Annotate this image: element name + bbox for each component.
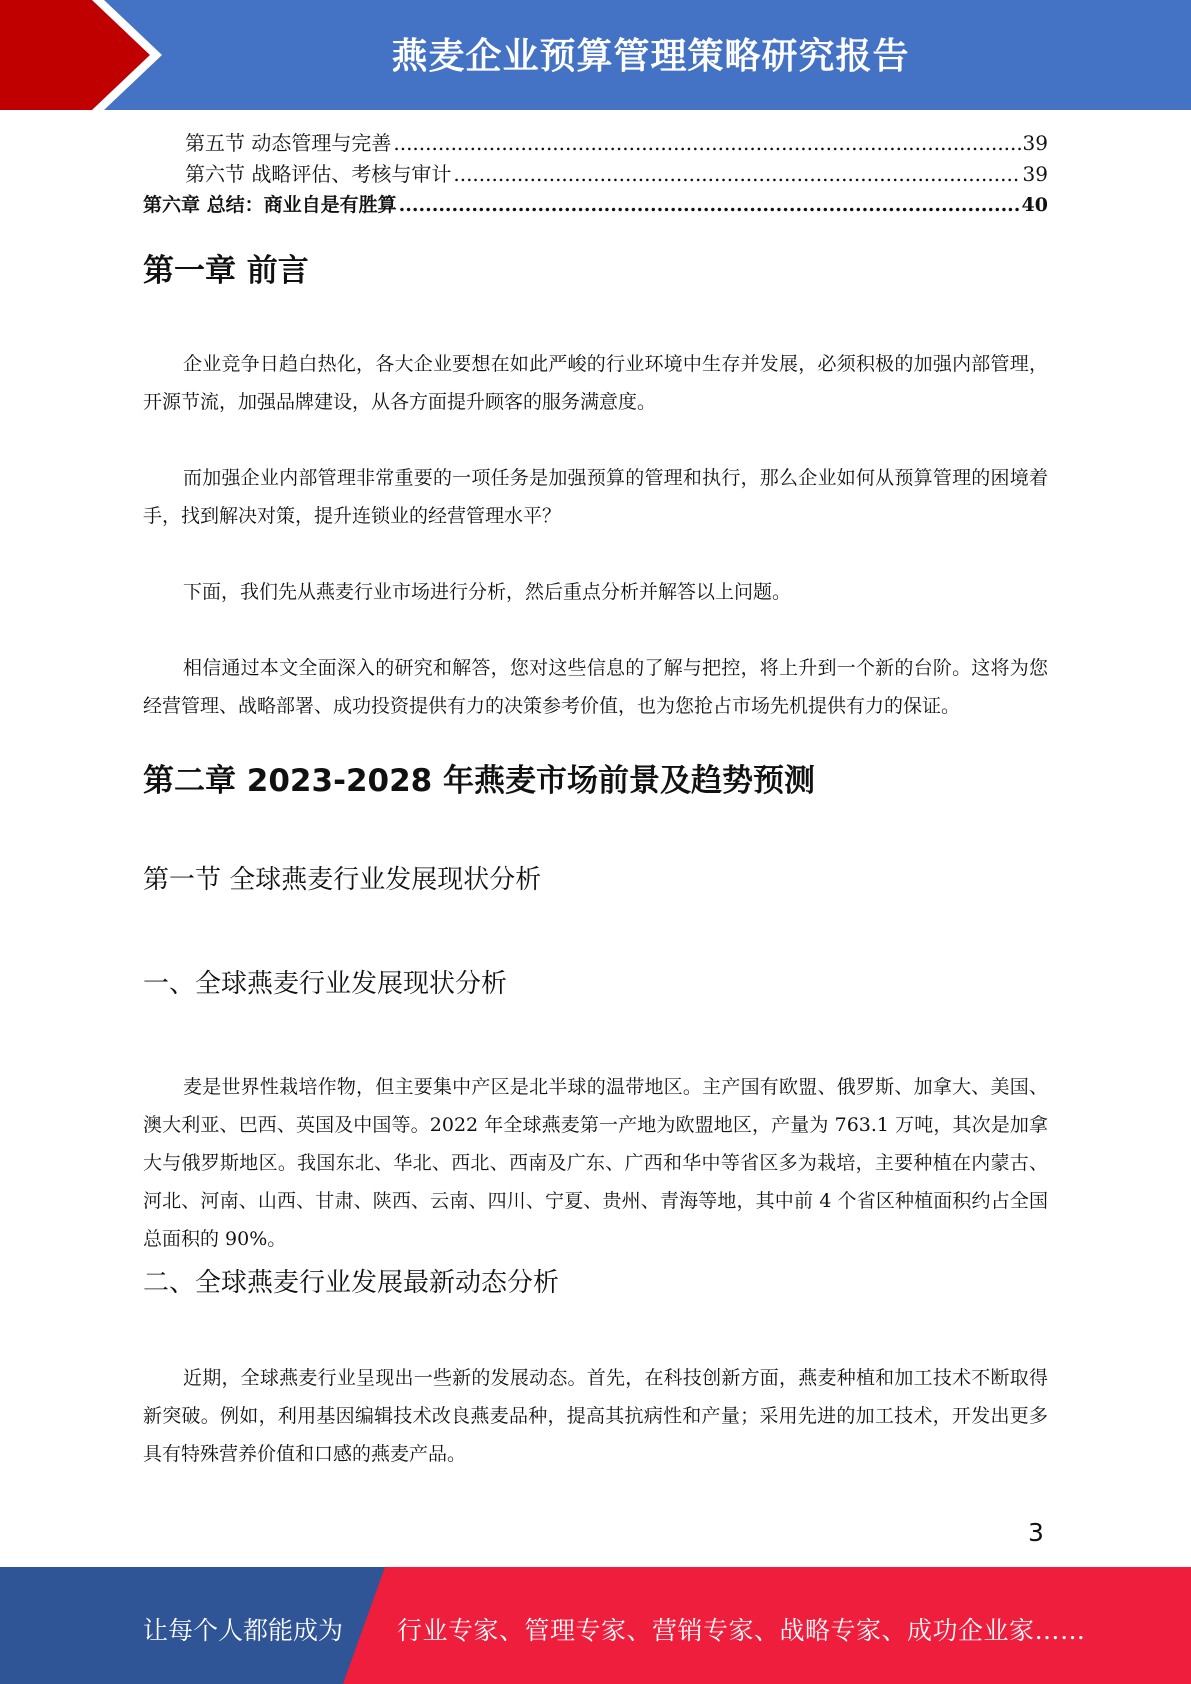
footer-slogan-left: 让每个人都能成为: [143, 1616, 344, 1645]
section-1-heading: 第一节 全球燕麦行业发展现状分析: [143, 865, 542, 896]
page-number: 3: [1028, 1518, 1044, 1547]
chapter-2-heading: 第二章 2023-2028 年燕麦市场前景及趋势预测: [143, 763, 816, 800]
paragraph: 下面，我们先从燕麦行业市场进行分析，然后重点分析并解答以上问题。: [183, 581, 792, 604]
page-content: [143, 128, 1048, 1473]
table-of-contents: [143, 128, 1048, 221]
paragraph: 企业竞争日趋白热化，各大企业要想在如此严峻的行业环境中生存并发展，必须积极的加强内部管理，开源节流，加强品牌建设，从各方面提升顾客的服务满意度。: [143, 353, 1048, 414]
paragraph: 近期，全球燕麦行业呈现出一些新的发展动态。首先，在科技创新方面，燕麦种植和加工技术不断取得新突破。例如，利用基因编辑技术改良燕麦品种，提高其抗病性和产量；采用先进的加工技术，开发出更多具有特殊营养价值和口感的燕麦产品。: [143, 1366, 1048, 1465]
paragraph: 麦是世界性栽培作物，但主要集中产区是北半球的温带地区。主产国有欧盟、俄罗斯、加拿大、美国、澳大利亚、巴西、英国及中国等。2022 年全球燕麦第一产地为欧盟地区，产量为 763.1 万吨，其次是加拿大与俄罗斯地区。我国东北、华北、西北、西南及广东、广西和华中等省区多为栽培，主要种植在内蒙古、河北、河南、山西、甘肃、陕西、云南、四川、宁夏、贵州、青海等地，其中前 4 个省区种植面积约占全国总面积的 90%。: [143, 1075, 1048, 1250]
footer-slogan-right: 行业专家、管理专家、营销专家、战略专家、成功企业家……: [397, 1616, 1086, 1645]
toc-entry-label: 第六章 总结：商业自是有胜算: [143, 194, 397, 216]
page-footer: [0, 1567, 1191, 1684]
toc-leader-dots: [399, 190, 1020, 221]
toc-leader-dots: [453, 159, 1020, 190]
subsection-1-heading: 一、全球燕麦行业发展现状分析: [143, 968, 508, 999]
subsection-2-heading: 二、全球燕麦行业发展最新动态分析: [143, 1267, 560, 1298]
toc-entry-page: 40: [1021, 194, 1048, 216]
toc-entry[interactable]: [143, 159, 1048, 190]
toc-entry[interactable]: [143, 128, 1048, 159]
chapter-1-heading: 第一章 前言: [143, 253, 309, 289]
toc-entry-page: 39: [1022, 131, 1048, 155]
toc-entry-label: 第五节 动态管理与完善: [185, 131, 392, 155]
toc-entry-page: 39: [1022, 162, 1048, 186]
report-title: 燕麦企业预算管理策略研究报告: [391, 36, 910, 77]
paragraph: 而加强企业内部管理非常重要的一项任务是加强预算的管理和执行，那么企业如何从预算管理的困境着手，找到解决对策，提升连锁业的经营管理水平？: [143, 467, 1048, 528]
page-header: [0, 0, 1191, 110]
toc-leader-dots: [393, 128, 1020, 159]
paragraph: 相信通过本文全面深入的研究和解答，您对这些信息的了解与把控，将上升到一个新的台阶。这将为您经营管理、战略部署、成功投资提供有力的决策参考价值，也为您抢占市场先机提供有力的保证。: [143, 657, 1048, 718]
chapter-1-body: [143, 345, 1048, 725]
toc-entry[interactable]: [143, 190, 1048, 221]
toc-entry-label: 第六节 战略评估、考核与审计: [185, 162, 452, 186]
